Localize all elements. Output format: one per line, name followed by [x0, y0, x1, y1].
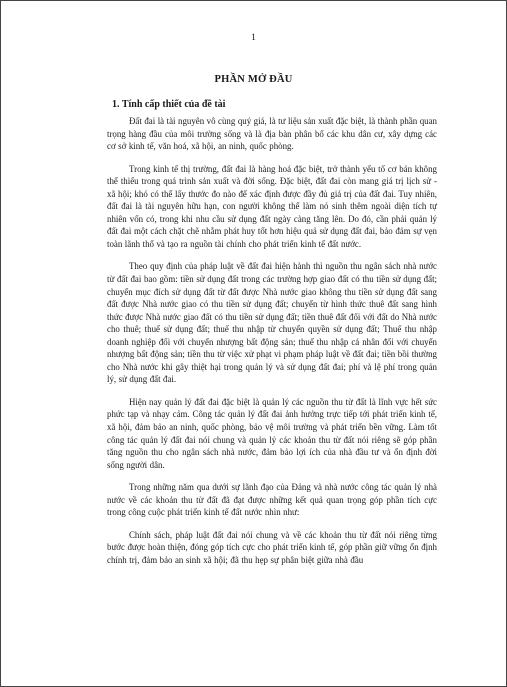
paragraph-2: Trong kinh tế thị trường, đất đai là hàng hoá đặc biệt, trở thành yếu tố cơ bản không thể thiếu trong quá trình sản xuất và đời sống. Đặc biệt, đất đai còn mang giá trị lịch sử - xã hội; khó có thể lấy thước đo nào để xác định được đầy đủ giá trị của đất đai. Tuy nhiên, đất đai là tài nguyên hữu hạn, con người không thể làm nó sinh thêm ngoài diện tích tự nhiên vốn có, trong khi nhu cầu sử dụng đất ngày càng tăng lên. Do đó, cần phải quản lý đất đai một cách chặt chẽ nhằm phát huy tốt hơn hiệu quả sử dụng đất đai, bảo đảm sự vẹn toàn lãnh thổ và tạo ra nguồn tài chính cho phát triển kinh tế đất nước. [107, 163, 437, 249]
paragraph-5: Trong những năm qua dưới sự lãnh đạo của Đảng và nhà nước công tác quản lý nhà nước về các khoản thu từ đất đã đạt được những kết quả quan trọng góp phần tích cực trong công cuộc phát triển kinh tế đất nước nhìn như: [107, 482, 437, 518]
document-body [107, 99, 437, 577]
paragraph-1: Đất đai là tài nguyên vô cùng quý giá, là tư liệu sản xuất đặc biệt, là thành phần quan trọng hàng đầu của môi trường sống và là địa bàn phân bổ các khu dân cư, xây dựng các cơ sở kinh tế, văn hoá, xã hội, an ninh, quốc phòng. [107, 116, 437, 152]
section-title: 1. Tính cấp thiết của đề tài [112, 99, 226, 110]
paragraph-4: Hiện nay quản lý đất đai đặc biệt là quản lý các nguồn thu từ đất là lĩnh vực hết sức phức tạp và nhạy cảm. Công tác quản lý đất đai ảnh hưởng trực tiếp tới phát triển kinh tế, xã hội, đảm bảo an ninh, quốc phòng, bảo vệ môi trường và phát triển bền vững. Làm tốt công tác quản lý đất đai nói chung và quản lý các khoản thu từ đất nói riêng sẽ góp phần tăng nguồn thu cho ngân sách nhà nước, đảm bảo lợi ích của nhà đầu tư và ổn định đời sống người dân. [107, 396, 437, 470]
paragraph-3: Theo quy định của pháp luật về đất đai hiện hành thì nguồn thu ngân sách nhà nước từ đất đai bao gồm: tiền sử dụng đất trong các trường hợp giao đất có thu tiền sử dụng đất; chuyển mục đích sử dụng đất từ đất được Nhà nước giao không thu tiền sử dụng đất sang đất được Nhà nước giao có thu tiền sử dụng đất; chuyển từ hình thức thuê đất sang hình thức được Nhà nước giao đất có thu tiền sử dụng đất; tiền thuê đất đối với đất do Nhà nước cho thuê; thuế sử dụng đất; thuế thu nhập từ chuyển quyền sử dụng đất; Thuế thu nhập doanh nghiệp đối với chuyển nhượng bất động sản; thuế thu nhập cá nhân đối với chuyển nhượng bất động sản; tiền thu từ việc xử phạt vi phạm pháp luật về đất đai; tiền bồi thường cho Nhà nước khi gây thiệt hại trong quản lý và sử dụng đất đai; phí và lệ phí trong quản lý, sử dụng đất đai. [107, 261, 437, 385]
paragraph-6: Chính sách, pháp luật đất đai nói chung và về các khoản thu từ đất nói riêng từng bước được hoàn thiện, đóng góp tích cực cho phát triển kinh tế, góp phần giữ vững ổn định chính trị, đảm bảo an sinh xã hội; đã thu hẹp sự phân biệt giữa nhà đầu [107, 529, 437, 565]
document-heading: PHẦN MỞ ĐẦU [214, 74, 293, 85]
page-number: 1 [251, 33, 256, 43]
